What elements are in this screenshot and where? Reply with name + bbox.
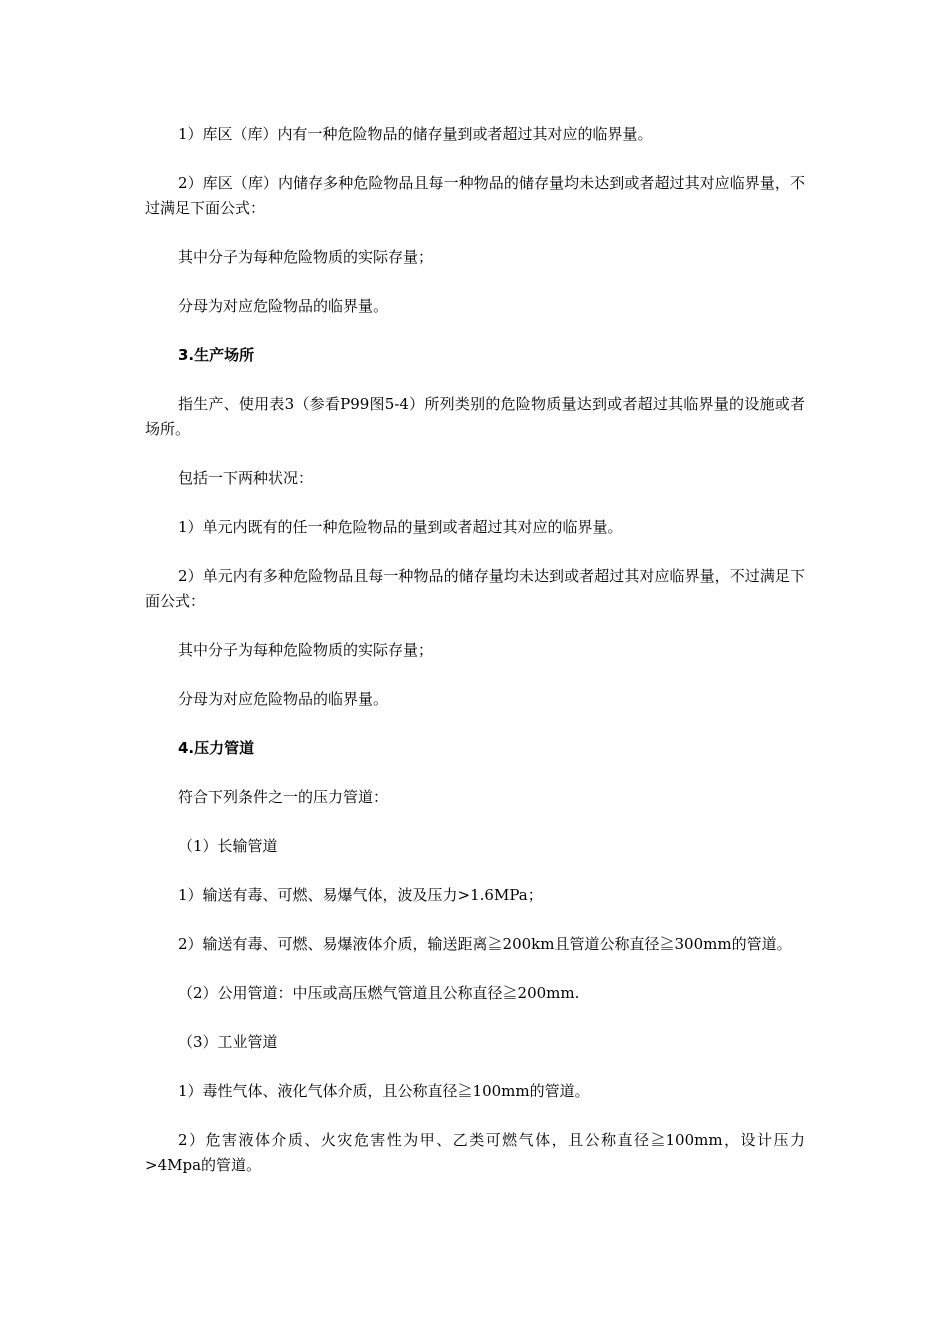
paragraph: 分母为对应危险物品的临界量。 [178,690,389,708]
paragraph: 1）输送有毒、可燃、易爆气体，波及压力>1.6MPa； [178,886,543,904]
paragraph: 1）单元内既有的任一种危险物品的量到或者超过其对应的临界量。 [178,518,623,536]
paragraph: 2）库区（库）内储存多种危险物品且每一种物品的储存量均未达到或者超过其对应临界量，不过满足下面公式： [145,174,805,217]
paragraph: 其中分子为每种危险物质的实际存量； [178,641,434,659]
paragraph: （1）长输管道 [178,837,278,855]
document-body [145,122,805,1202]
section-heading: 3.生产场所 [178,346,255,364]
section-heading: 4.压力管道 [178,739,255,757]
paragraph: 2）危害液体介质、火灾危害性为甲、乙类可燃气体，且公称直径≧100mm，设计压力>4Mpa的管道。 [145,1131,805,1174]
paragraph: （2）公用管道：中压或高压燃气管道且公称直径≧200mm. [178,984,580,1002]
paragraph: 2）输送有毒、可燃、易爆液体介质，输送距离≧200km且管道公称直径≧300mm的管道。 [178,935,792,953]
paragraph: 包括一下两种状况： [178,469,314,487]
paragraph: （3）工业管道 [178,1033,278,1051]
paragraph: 1）库区（库）内有一种危险物品的储存量到或者超过其对应的临界量。 [178,125,653,143]
paragraph: 分母为对应危险物品的临界量。 [178,297,389,315]
paragraph: 指生产、使用表3（参看P99图5-4）所列类别的危险物质量达到或者超过其临界量的设施或者场所。 [145,395,805,438]
paragraph: 符合下列条件之一的压力管道： [178,788,389,806]
paragraph: 2）单元内有多种危险物品且每一种物品的储存量均未达到或者超过其对应临界量，不过满足下面公式： [145,567,805,610]
paragraph: 其中分子为每种危险物质的实际存量； [178,248,434,266]
paragraph: 1）毒性气体、液化气体介质，且公称直径≧100mm的管道。 [178,1082,590,1100]
